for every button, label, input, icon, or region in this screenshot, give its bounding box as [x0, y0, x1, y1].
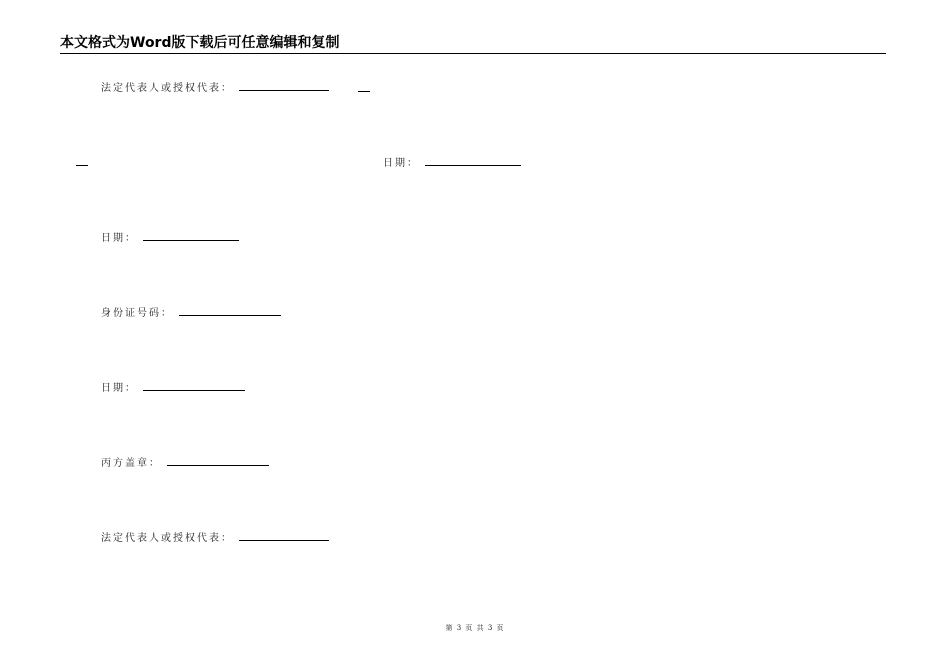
date-blank-2 [143, 229, 239, 241]
legal-rep-line-1 [101, 79, 329, 96]
party-c-seal-line [101, 454, 269, 471]
party-c-seal-blank [167, 454, 269, 466]
legal-rep-blank-2 [239, 529, 329, 541]
header-divider [60, 53, 886, 54]
date-blank-1 [425, 154, 521, 166]
legal-rep-line-2 [101, 529, 329, 546]
id-number-label: 身份证号码： [101, 308, 173, 319]
page-number-footer: 第 3 页 共 3 页 [445, 624, 505, 632]
legal-rep-blank-1 [239, 79, 329, 91]
date-line-3 [101, 379, 245, 396]
party-c-seal-label: 丙方盖章： [101, 458, 161, 469]
date-label-2: 日期： [101, 233, 137, 244]
document-header-title: 本文格式为Word版下载后可任意编辑和复制 [60, 35, 340, 51]
id-number-blank [179, 304, 281, 316]
date-line-1 [383, 154, 521, 171]
stray-dash-2 [76, 165, 88, 166]
date-blank-3 [143, 379, 245, 391]
date-line-2 [101, 229, 239, 246]
stray-dash-1 [358, 91, 370, 92]
date-label-1: 日期： [383, 158, 419, 169]
id-number-line [101, 304, 281, 321]
legal-rep-label-1: 法定代表人或授权代表： [101, 83, 233, 94]
date-label-3: 日期： [101, 383, 137, 394]
legal-rep-label-2: 法定代表人或授权代表： [101, 533, 233, 544]
